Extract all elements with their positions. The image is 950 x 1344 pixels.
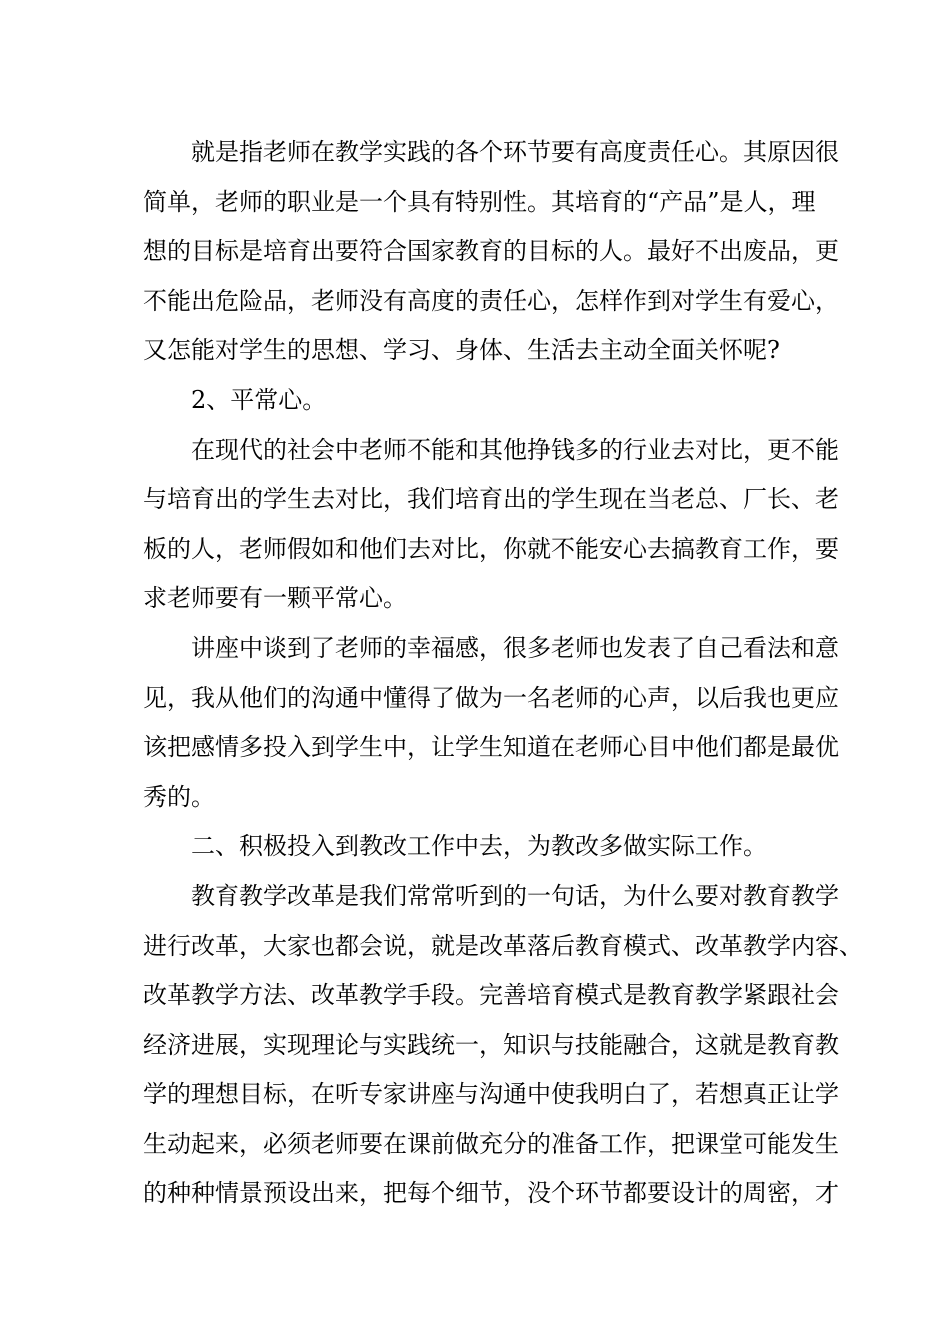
text-line: 板的人，老师假如和他们去对比，你就不能安心去搞教育工作，要 (143, 534, 839, 563)
document-body (143, 128, 863, 1219)
text-line: 就是指老师在教学实践的各个环节要有高度责任心。其原因很 (191, 138, 839, 166)
section-heading (143, 822, 823, 872)
text-line: 进行改革，大家也都会说，就是改革落后教育模式、改革教学内容、 (143, 931, 863, 960)
text-line: 的种种情景预设出来，把每个细节，没个环节都要设计的周密，才 (143, 1179, 839, 1208)
text-line: 秀的。 (143, 782, 215, 811)
text-line: 求老师要有一颗平常心。 (143, 584, 407, 613)
text-line: 改革教学方法、改革教学手段。完善培育模式是教育教学紧跟社会 (143, 981, 839, 1010)
text-line: 学的理想目标，在听专家讲座与沟通中使我明白了，若想真正让学 (143, 1080, 839, 1109)
text-line: 2、平常心。 (191, 385, 327, 414)
text-line: 经济进展，实现理论与实践统一，知识与技能融合，这就是教育教 (143, 1030, 839, 1059)
text-line: 又怎能对学生的思想、学习、身体、生活去主动全面关怀呢? (143, 336, 780, 365)
section-heading (143, 376, 823, 426)
text-line: 不能出危险品，老师没有高度的责任心，怎样作到对学生有爱心， (143, 286, 839, 315)
text-line: 简单，老师的职业是一个具有特别性。其培育的“产品”是人，理 (143, 187, 816, 216)
paragraph (143, 426, 839, 624)
text-line: 在现代的社会中老师不能和其他挣钱多的行业去对比，更不能 (191, 435, 839, 464)
paragraph (143, 128, 839, 376)
text-line: 教育教学改革是我们常常听到的一句话，为什么要对教育教学 (191, 881, 839, 910)
text-line: 生动起来，必须老师要在课前做充分的准备工作，把课堂可能发生 (143, 1129, 839, 1158)
text-line: 讲座中谈到了老师的幸福感，很多老师也发表了自己看法和意 (191, 633, 839, 662)
text-line: 该把感情多投入到学生中，让学生知道在老师心目中他们都是最优 (143, 733, 839, 762)
text-line: 想的目标是培育出要符合国家教育的目标的人。最好不出废品，更 (143, 237, 839, 266)
paragraph (143, 872, 863, 1219)
paragraph (143, 624, 839, 822)
text-line: 与培育出的学生去对比，我们培育出的学生现在当老总、厂长、老 (143, 485, 839, 514)
text-line: 二、积极投入到教改工作中去，为教改多做实际工作。 (191, 832, 767, 861)
text-line: 见，我从他们的沟通中懂得了做为一名老师的心声，以后我也更应 (143, 683, 839, 712)
